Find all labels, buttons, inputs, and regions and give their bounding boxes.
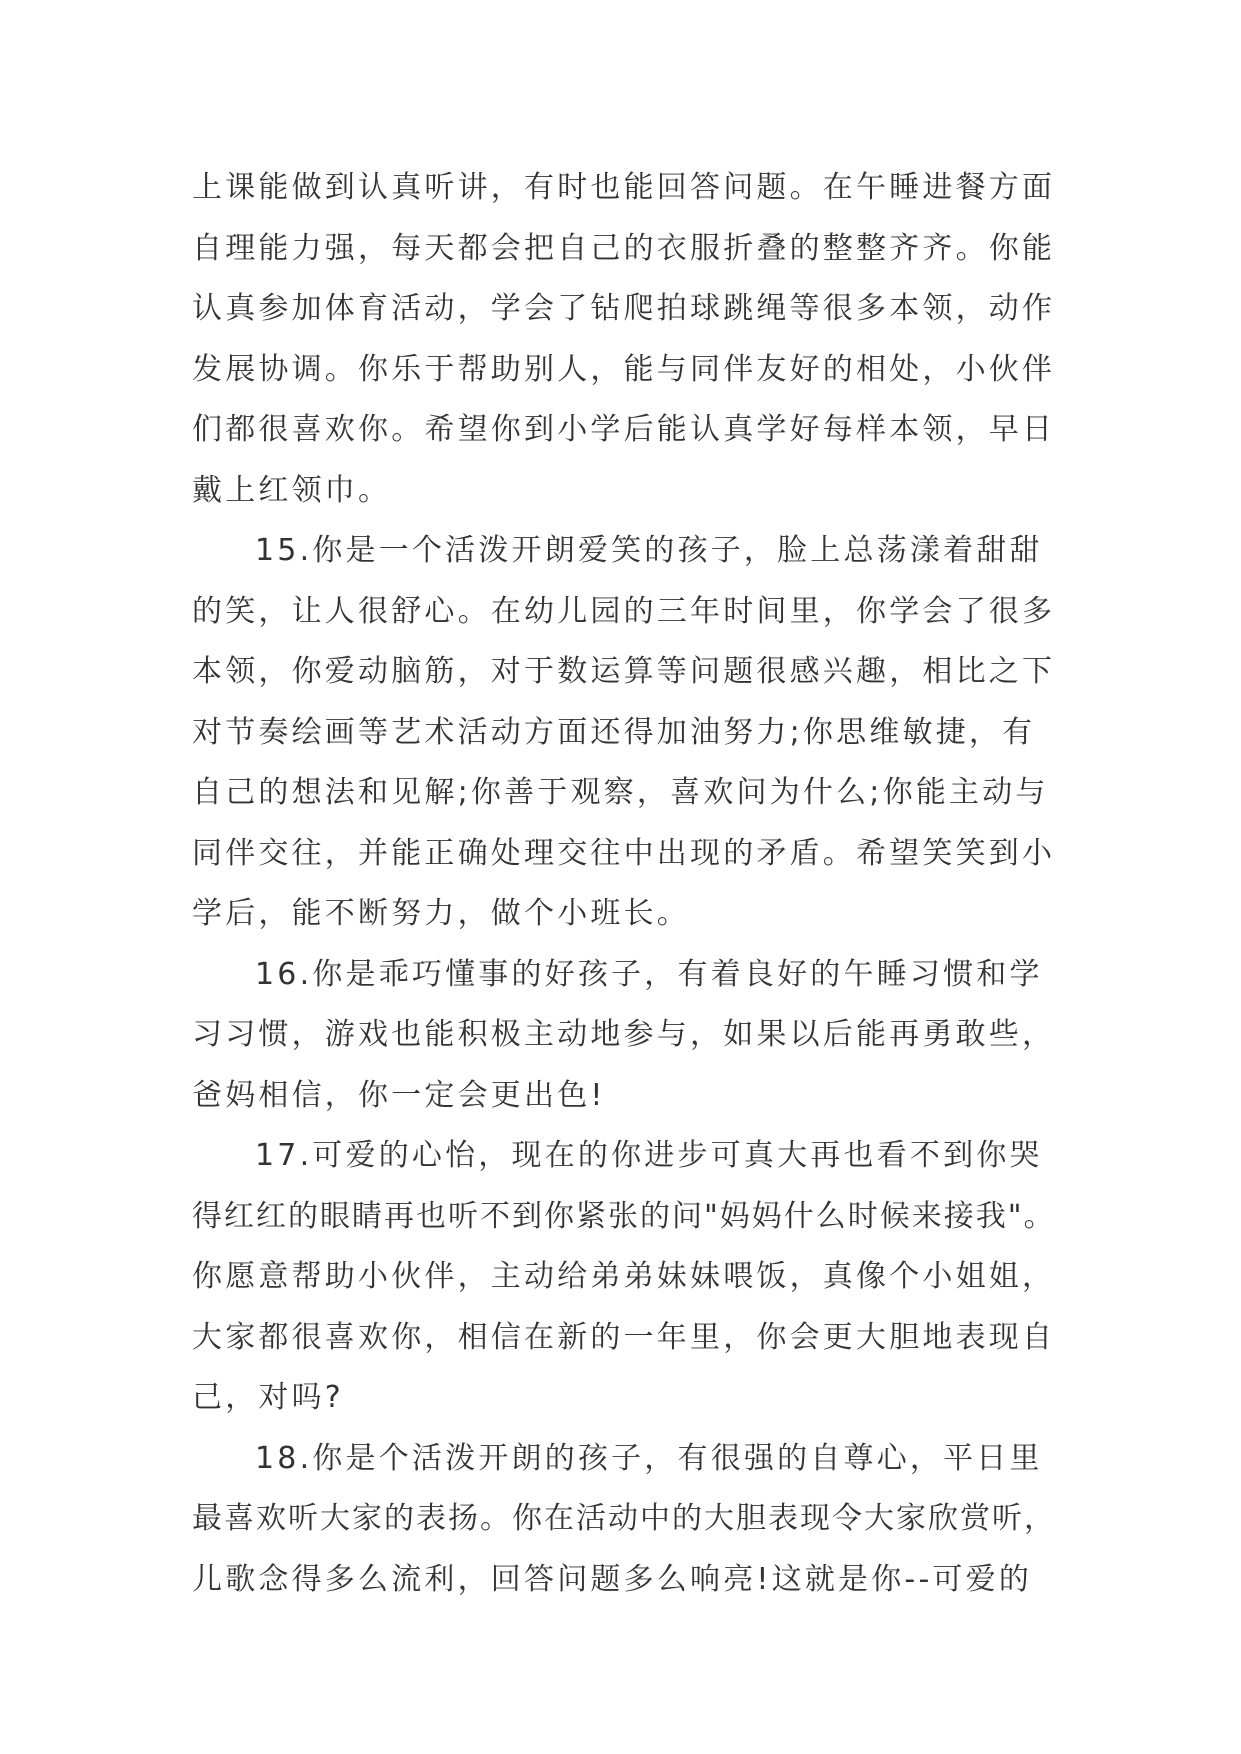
text-line: 爸妈相信，你一定会更出色! — [192, 1077, 606, 1113]
text-line: 们都很喜欢你。希望你到小学后能认真学好每样本领，早日 — [192, 412, 1056, 447]
text-line: 最喜欢听大家的表扬。你在活动中的大胆表现令大家欣赏听， — [192, 1501, 1056, 1536]
text-line: 16.你是乖巧懂事的好孩子，有着良好的午睡习惯和学 — [255, 956, 1043, 992]
text-line: 对节奏绘画等艺术活动方面还得加油努力;你思维敏捷，有 — [192, 714, 1036, 750]
text-line: 你愿意帮助小伙伴，主动给弟弟妹妹喂饭，真像个小姐姐， — [192, 1259, 1056, 1294]
text-line: 大家都很喜欢你，相信在新的一年里，你会更大胆地表现自 — [192, 1319, 1056, 1355]
text-line: 的笑，让人很舒心。在幼儿园的三年时间里，你学会了很多 — [192, 593, 1056, 629]
document-body — [192, 158, 1060, 1610]
text-line: 自己的想法和见解;你善于观察，喜欢问为什么;你能主动与 — [192, 775, 1049, 810]
text-line: 15.你是一个活泼开朗爱笑的孩子，脸上总荡漾着甜甜 — [255, 533, 1043, 568]
text-line: 17.可爱的心怡，现在的你进步可真大再也看不到你哭 — [255, 1138, 1043, 1173]
text-line: 戴上红领巾。 — [192, 472, 392, 508]
text-line: 儿歌念得多么流利，回答问题多么响亮!这就是你--可爱的 — [192, 1561, 1033, 1597]
text-line: 自理能力强，每天都会把自己的衣服折叠的整整齐齐。你能 — [192, 230, 1056, 266]
text-line: 18.你是个活泼开朗的孩子，有很强的自尊心，平日里 — [255, 1440, 1043, 1476]
text-line: 学后，能不断努力，做个小班长。 — [192, 896, 690, 931]
text-line: 上课能做到认真听讲，有时也能回答问题。在午睡进餐方面 — [192, 170, 1056, 205]
text-line: 习习惯，游戏也能积极主动地参与，如果以后能再勇敢些， — [192, 1017, 1056, 1052]
text-line: 本领，你爱动脑筋，对于数运算等问题很感兴趣，相比之下 — [192, 654, 1056, 689]
text-line: 得红红的眼睛再也听不到你紧张的问"妈妈什么时候来接我"。 — [192, 1198, 1056, 1234]
text-line: 认真参加体育活动，学会了钻爬拍球跳绳等很多本领，动作 — [192, 291, 1056, 326]
text-line: 发展协调。你乐于帮助别人，能与同伴友好的相处，小伙伴 — [192, 351, 1056, 387]
text-line: 己，对吗? — [192, 1380, 344, 1415]
text-line: 同伴交往，并能正确处理交往中出现的矛盾。希望笑笑到小 — [192, 835, 1056, 871]
